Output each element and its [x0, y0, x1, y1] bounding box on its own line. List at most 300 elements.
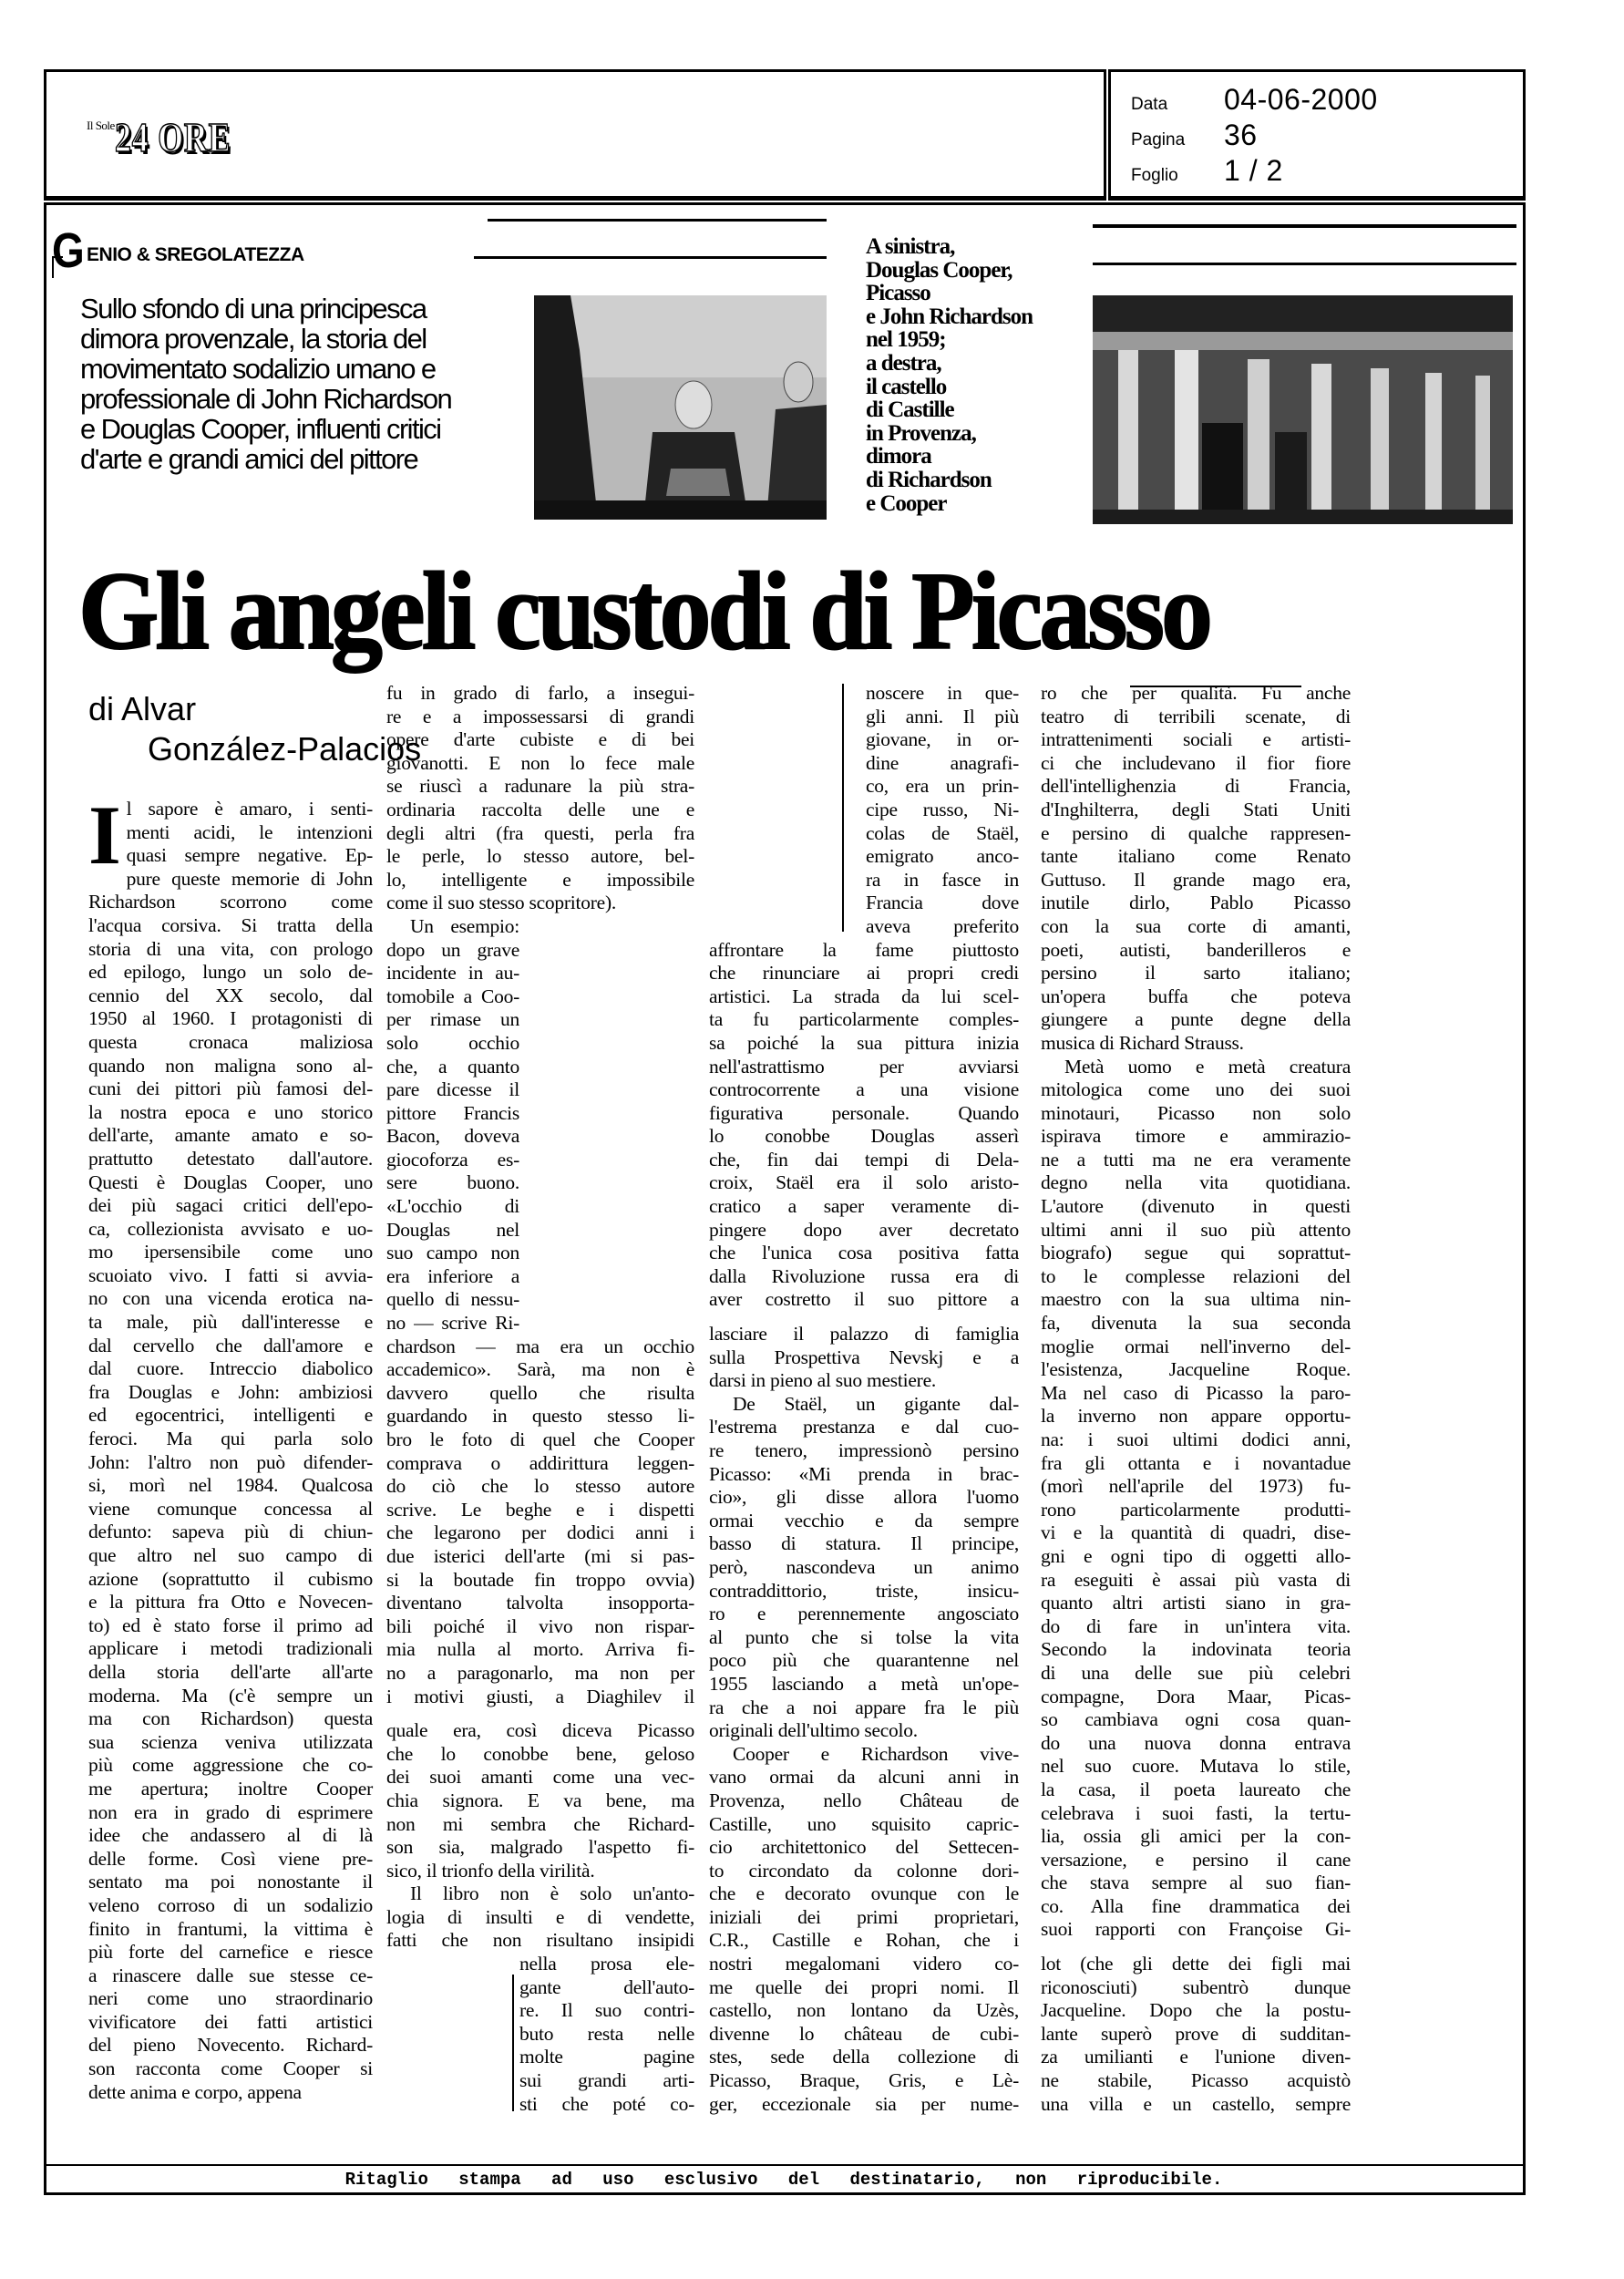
text-line: si la boutade fin troppo ovvia): [386, 1568, 694, 1591]
text-line: que altro nel suo campo di: [88, 1544, 373, 1566]
text-line: Picasso, Braque, Gris, e Lè-: [709, 2069, 1019, 2092]
text-line: controcorrente a una visione: [709, 1078, 1019, 1101]
text-line: no — scrive Ri-: [386, 1312, 519, 1335]
text-line: dimora provenzale, la storia del: [80, 323, 427, 355]
text-line: suoi rapporti con Françoise Gi-: [1041, 1918, 1351, 1941]
text-line: Un esempio:: [410, 914, 519, 937]
paragraph: [386, 1719, 694, 1882]
paragraph: [709, 939, 1019, 1313]
text-line: ra che a noi appare fra le più: [709, 1696, 1019, 1718]
text-line: re tenero, impressionò persino: [709, 1439, 1019, 1461]
text-line: to circondato da colonne dori-: [709, 1859, 1019, 1882]
column-text: [709, 1323, 1019, 2116]
text-line: il castello: [866, 374, 947, 399]
text-line: scrive. Le beghe e i dispetti: [386, 1498, 694, 1521]
photo-chateau-de-castille: [1093, 295, 1513, 524]
text-line: buto resta nelle: [519, 2022, 694, 2045]
headline: Gli angeli custodi di Picasso: [78, 550, 1210, 673]
text-line: quando non maligna sono al-: [88, 1054, 373, 1077]
text-line: celebrava i suoi fasti, la tertu-: [1041, 1801, 1351, 1824]
text-line: professionale di John Richardson: [80, 383, 452, 415]
text-line: re. Il suo contri-: [519, 1999, 694, 2022]
photo-caption: [866, 235, 1084, 515]
paragraph: [1041, 1056, 1351, 1943]
text-line: ta male, più dall'interesse e: [88, 1311, 373, 1334]
text-line: vano ormai da alcuni anni in: [709, 1766, 1019, 1789]
text-line: non era in grado di esprimere: [88, 1800, 373, 1823]
text-line: Guttuso. Il grande mago era,: [1041, 868, 1351, 891]
column-text: [1041, 682, 1351, 1942]
text-line: to) ed è stato forse il primo ad: [88, 1614, 373, 1636]
text-line: menti acidi, le intenzioni: [126, 820, 373, 843]
text-line: De Staël, un gigante dal-: [733, 1392, 1019, 1415]
text-line: do una nuova donna entrava: [1041, 1731, 1351, 1754]
text-line: biografo) segue qui soprattut-: [1041, 1242, 1351, 1264]
column-text: [709, 939, 1019, 1313]
text-line: più come aggressione che co-: [88, 1754, 373, 1777]
text-line: che rinunciare ai propri credi: [709, 962, 1019, 985]
doorway: [1202, 423, 1243, 524]
text-line: che, fin dai tempi di Dela-: [709, 1148, 1019, 1170]
text-line: co. Alla fine drammatica dei: [1041, 1894, 1351, 1917]
text-line: so cambiava ogni cosa quan-: [1041, 1708, 1351, 1731]
paragraph: [866, 235, 1084, 515]
text-line: dal cuore. Intreccio diabolico: [88, 1357, 373, 1380]
text-line: e Cooper: [866, 490, 947, 516]
text-line: di Castille: [866, 397, 954, 423]
text-line: degno nella vita quotidiana.: [1041, 1171, 1351, 1194]
paragraph: [88, 789, 373, 2104]
figure-head: [784, 362, 813, 402]
text-line: me apertura; inoltre Cooper: [88, 1777, 373, 1799]
text-line: Bacon, doveva: [386, 1125, 519, 1148]
text-line: incidente in au-: [386, 962, 519, 985]
paragraph: [866, 682, 1019, 939]
figure-hands: [666, 469, 730, 496]
text-line: cipe russo, Ni-: [866, 798, 1019, 820]
text-line: ro che per qualità. Fu anche: [1041, 682, 1351, 704]
text-line: persino il sarto italiano;: [1041, 962, 1351, 985]
text-line: pure queste memorie di John: [126, 867, 373, 890]
text-line: accademico». Sarà, ma non è: [386, 1358, 694, 1381]
paragraph: [1041, 1953, 1351, 2116]
text-line: ormai vecchio e da sempre: [709, 1509, 1019, 1531]
text-line: croix, Staël era il solo aristo-: [709, 1171, 1019, 1194]
text-line: diventano talvolta insopporta-: [386, 1592, 694, 1614]
text-line: poeti, autisti, banderilleros e: [1041, 938, 1351, 961]
text-line: applicare i metodi tradizionali: [88, 1637, 373, 1660]
text-line: giocoforza es-: [386, 1148, 519, 1170]
text-line: storia di una vita, con prologo: [88, 937, 373, 960]
text-line: versazione, e persino il cane: [1041, 1848, 1351, 1871]
text-line: mia nulla al morto. Arriva fi-: [386, 1638, 694, 1661]
text-line: dal cervello che dall'amore e: [88, 1334, 373, 1356]
text-line: dell'arte, amante amato e so-: [88, 1124, 373, 1147]
text-line: al punto che si tolse la vita: [709, 1625, 1019, 1648]
text-line: defunto: sapeva più di chiun-: [88, 1521, 373, 1543]
article-column-4: [1041, 682, 1351, 2116]
text-line: noscere in que-: [866, 682, 1019, 704]
text-line: fa, divenuta la sua seconda: [1041, 1312, 1351, 1335]
text-line: si, morì nel 1984. Qualcosa: [88, 1474, 373, 1497]
text-line: sui grandi arti-: [519, 2069, 694, 2092]
text-line: chardson — ma era un occhio: [386, 1335, 694, 1357]
column: [1475, 376, 1490, 524]
drop-cap: I: [88, 789, 121, 882]
text-line: movimentato sodalizio umano e: [80, 353, 436, 385]
text-line: se riuscì a radunare la più stra-: [386, 775, 694, 798]
text-line: C.R., Castille e Rohan, che i: [709, 1929, 1019, 1952]
text-line: chia signora. E va bene, ma: [386, 1789, 694, 1811]
text-line: veleno corroso di un sodalizio: [88, 1893, 373, 1916]
text-line: che stava sempre al suo fian-: [1041, 1872, 1351, 1894]
text-line: neri come uno straordinario: [88, 1987, 373, 2010]
text-line: e Douglas Cooper, influenti critici: [80, 413, 441, 445]
byline-author: González-Palacios: [148, 730, 422, 768]
text-line: darsi in pieno al suo mestiere.: [709, 1369, 936, 1392]
text-line: lia, ossia gli amici per la con-: [1041, 1825, 1351, 1848]
text-line: iniziali dei primi proprietari,: [709, 1905, 1019, 1928]
text-line: Picasso: [866, 281, 930, 306]
text-line: colas de Staël,: [866, 821, 1019, 844]
text-line: gni e ogni tipo di oggetti allo-: [1041, 1544, 1351, 1567]
text-line: lo, intelligente e impossibile: [386, 868, 694, 891]
text-line: quanto altri artisti siano in gra-: [1041, 1592, 1351, 1614]
text-line: riconosciuti) subentrò dunque: [1041, 1975, 1351, 1998]
text-line: le perle, lo stesso autore, bel-: [386, 845, 694, 868]
text-line: però, nascondeva un animo: [709, 1555, 1019, 1578]
text-line: e persino di qualche rappresen-: [1041, 821, 1351, 844]
building-cornice: [1093, 295, 1513, 332]
text-line: d'Inghilterra, degli Stati Uniti: [1041, 798, 1351, 820]
text-line: nell'astrattismo per avviarsi: [709, 1055, 1019, 1078]
text-line: co, era un prin-: [866, 775, 1019, 798]
text-line: dei suoi amanti come una vec-: [386, 1766, 694, 1789]
column-text-narrow: [866, 682, 1019, 939]
text-line: lante superò prove di sudditan-: [1041, 2022, 1351, 2045]
text-line: to le complesse relazioni del: [1041, 1264, 1351, 1287]
text-line: fu in grado di farlo, a insegui-: [386, 682, 694, 704]
text-line: del pieno Novecento. Richard-: [88, 2034, 373, 2057]
rule: [1093, 224, 1516, 228]
text-line: no con una vicenda erotica na-: [88, 1287, 373, 1310]
text-line: vivificatore dei fatti artistici: [88, 2010, 373, 2033]
text-line: nostri megalomani videro co-: [709, 1953, 1019, 1975]
text-line: l'esistenza, Jacqueline Roque.: [1041, 1358, 1351, 1381]
text-line: maestro con la sua ultima nin-: [1041, 1288, 1351, 1311]
article-column-3: [709, 682, 1019, 2116]
text-line: minotauri, Picasso non solo: [1041, 1101, 1351, 1124]
column: [1248, 359, 1269, 524]
meta-label: Data: [1131, 95, 1168, 114]
text-line: tante italiano come Renato: [1041, 845, 1351, 868]
clipping-meta-box: [1108, 69, 1526, 201]
text-line: nel suo cuore. Mutava lo stile,: [1041, 1755, 1351, 1778]
logo-small-text: Il Sole: [87, 119, 115, 132]
text-line: dette anima e corpo, appena: [88, 2080, 302, 2103]
column-text: [386, 682, 694, 915]
text-line: bili poiché il vivo non rispar-: [386, 1614, 694, 1637]
photo-ground: [534, 500, 827, 520]
text-line: no a paragonarlo, ma non per: [386, 1661, 694, 1684]
text-line: opere d'arte cubiste e di bei: [386, 728, 694, 751]
meta-label: Pagina: [1131, 130, 1186, 150]
text-line: dei più sagaci critici dell'epo-: [88, 1194, 373, 1217]
text-line: (morì nell'aprile del 1973) fu-: [1041, 1475, 1351, 1498]
text-line: che lo conobbe bene, geloso: [386, 1742, 694, 1765]
section-rubric: [52, 223, 304, 278]
text-line: pittore Francis: [386, 1101, 519, 1124]
text-line: ma con Richardson) questa: [88, 1707, 373, 1730]
text-line: dalla Rivoluzione russa era di: [709, 1264, 1019, 1287]
paragraph: [386, 915, 519, 1335]
text-line: di una delle sue più celebri: [1041, 1661, 1351, 1684]
text-line: che, a quanto: [386, 1055, 519, 1078]
clipping-disclaimer: Ritaglio stampa ad uso esclusivo del destinatario, non riproducibile.: [344, 2170, 1223, 2190]
text-line: suo campo non: [386, 1242, 519, 1264]
text-line: compagne, Dora Maar, Picas-: [1041, 1685, 1351, 1707]
meta-value: 36: [1224, 119, 1258, 151]
meta-page: [1131, 119, 1258, 152]
text-line: guardando in questo stesso li-: [386, 1405, 694, 1428]
text-line: idee che andassero al di là: [88, 1824, 373, 1847]
text-line: cio», gli disse allora l'uomo: [709, 1486, 1019, 1509]
text-line: cratico a saper veramente di-: [709, 1195, 1019, 1218]
text-line: d'arte e grandi amici del pittore: [80, 443, 418, 475]
text-line: Jacqueline. Dopo che la postu-: [1041, 1999, 1351, 2022]
meta-value: 1 / 2: [1224, 154, 1283, 187]
paragraph: [386, 1335, 694, 1709]
photo-ground: [1093, 510, 1513, 524]
paragraph: [519, 1953, 694, 2116]
text-line: basso di statura. Il principe,: [709, 1532, 1019, 1555]
text-line: l sapore è amaro, i senti-: [126, 798, 373, 820]
text-line: mo ipersensibile come uno: [88, 1241, 373, 1263]
text-line: di Richardson: [866, 467, 992, 492]
article-column-1: [88, 789, 373, 2104]
text-line: che e decorato ovunque con le: [709, 1882, 1019, 1905]
text-line: come il suo stesso scopritore).: [386, 892, 616, 914]
text-line: na: i suoi ultimi dodici anni,: [1041, 1428, 1351, 1450]
text-line: 1955 lasciando a metà un'ope-: [709, 1672, 1019, 1695]
text-line: in Provenza,: [866, 420, 976, 446]
byline: [88, 689, 421, 769]
text-line: finito in frantumi, la vittima è: [88, 1917, 373, 1940]
text-line: e la pittura fra Otto e Novecen-: [88, 1591, 373, 1614]
text-line: Richardson scorrono come: [88, 891, 373, 913]
paragraph: [386, 682, 694, 915]
text-line: re e a impossessarsi di grandi: [386, 705, 694, 727]
text-line: dimora: [866, 444, 931, 469]
text-line: la nostra epoca e uno storico: [88, 1100, 373, 1123]
column-text: [1041, 1953, 1351, 2116]
rule: [1093, 263, 1516, 265]
text-line: dell'intellighenzia di Francia,: [1041, 775, 1351, 798]
text-line: sti che poté co-: [519, 2092, 694, 2115]
text-line: Castille, uno squisito capric-: [709, 1812, 1019, 1835]
meta-date: [1131, 83, 1378, 117]
text-line: castello, non lontano da Uzès,: [709, 1999, 1019, 2022]
paragraph: [709, 1743, 1019, 2117]
text-line: gli anni. Il più: [866, 705, 1019, 727]
text-line: l'estrema prestanza e dal cuo-: [709, 1416, 1019, 1439]
text-line: sico, il trionfo della virilità.: [386, 1859, 595, 1882]
text-line: bro le foto di quel che Cooper: [386, 1428, 694, 1450]
text-line: teatro di terribili scenate, di: [1041, 705, 1351, 727]
text-line: rono particolarmente produtti-: [1041, 1498, 1351, 1521]
text-line: scuoiato vivo. I fatti si avvia-: [88, 1263, 373, 1286]
text-line: con la sua corte di amanti,: [1041, 914, 1351, 937]
text-line: musica di Richard Strauss.: [1041, 1031, 1244, 1054]
text-line: ispirava timore e ammirazio-: [1041, 1125, 1351, 1148]
text-line: a destra,: [866, 350, 941, 376]
text-line: della storia dell'arte all'arte: [88, 1660, 373, 1683]
text-line: degli altri (fra questi, perla fra: [386, 821, 694, 844]
text-line: artistici. La strada da lui scel-: [709, 985, 1019, 1007]
text-line: tomobile a Coo-: [386, 985, 519, 1007]
text-line: cennio del XX secolo, dal: [88, 984, 373, 1006]
photo-cooper-picasso-richardson: [534, 295, 827, 520]
paragraph: [80, 294, 527, 474]
column-text-narrow-block: [519, 1953, 694, 2116]
text-line: quello di nessu-: [386, 1288, 519, 1311]
text-line: dine anagrafi-: [866, 751, 1019, 774]
text-line: che l'unica cosa positiva fatta: [709, 1242, 1019, 1264]
text-line: me quelle dei propri nomi. Il: [709, 1975, 1019, 1998]
text-line: figurativa personale. Quando: [709, 1101, 1019, 1124]
text-line: sere buono.: [386, 1171, 519, 1194]
text-line: logia di insulti e di vendette,: [386, 1905, 694, 1928]
column: [1425, 373, 1442, 524]
text-line: ger, eccezionale sia per nume-: [709, 2092, 1019, 2115]
figure-head: [675, 381, 712, 428]
column-rule: [512, 1975, 514, 2111]
text-line: ta fu particolarmente comples-: [709, 1008, 1019, 1031]
text-line: feroci. Ma qui parla solo: [88, 1428, 373, 1450]
text-line: fra Douglas e John: ambiziosi: [88, 1380, 373, 1403]
text-line: son racconta come Cooper si: [88, 2057, 373, 2080]
text-line: Ma nel caso di Picasso la paro-: [1041, 1381, 1351, 1404]
text-line: quale era, così diceva Picasso: [386, 1719, 694, 1742]
rubric-initial: G: [52, 223, 85, 278]
text-line: mitologica come uno dei suoi: [1041, 1078, 1351, 1101]
text-line: nel 1959;: [866, 327, 946, 353]
article-deck: [80, 294, 527, 474]
text-line: Questi è Douglas Cooper, uno: [88, 1170, 373, 1193]
text-line: 1950 al 1960. I protagonisti di: [88, 1007, 373, 1030]
column-text: [519, 1953, 694, 2116]
text-line: cio architettonico del Settecen-: [709, 1836, 1019, 1859]
text-line: pare dicesse il: [386, 1078, 519, 1101]
text-line: pingere dopo aver decretato: [709, 1218, 1019, 1241]
text-line: non mi sembra che Richard-: [386, 1812, 694, 1835]
paragraph: [709, 1393, 1019, 1743]
text-line: ed egocentrici, intelligenti e: [88, 1404, 373, 1427]
text-line: Secondo la indovinata teoria: [1041, 1638, 1351, 1661]
text-line: una villa e un castello, sempre: [1041, 2092, 1351, 2115]
text-line: aver costretto il suo pittore a: [709, 1288, 1019, 1311]
text-line: affrontare la fame piuttosto: [709, 938, 1019, 961]
text-line: fatti che non risultano insipidi: [386, 1929, 694, 1952]
text-line: ra eseguiti è assai più vasta di: [1041, 1568, 1351, 1591]
text-line: un'opera buffa che poteva: [1041, 985, 1351, 1007]
text-line: comprava o addirittura leggen-: [386, 1451, 694, 1474]
text-line: sua scienza veniva utilizzata: [88, 1730, 373, 1753]
text-line: la casa, il poeta laureato che: [1041, 1778, 1351, 1800]
text-line: ro e perennemente angosciato: [709, 1603, 1019, 1625]
logo-big-text: 24 ORE: [114, 114, 231, 160]
paragraph: [709, 1323, 1019, 1393]
text-line: cuni dei pittori più famosi del-: [88, 1078, 373, 1100]
text-line: ed epilogo, lungo un solo de-: [88, 961, 373, 984]
text-line: do di fare in un'intera vita.: [1041, 1614, 1351, 1637]
column: [1175, 350, 1198, 524]
text-line: lo conobbe Douglas asserì: [709, 1125, 1019, 1148]
text-line: L'autore (divenuto in questi: [1041, 1195, 1351, 1218]
text-line: son sia, malgrado l'aspetto fi-: [386, 1836, 694, 1859]
text-line: Sullo sfondo di una principesca: [80, 293, 427, 325]
text-line: poco più che quarantenne nel: [709, 1649, 1019, 1672]
text-line: ca, collezionista avvisato e uo-: [88, 1217, 373, 1240]
text-line: contraddittorio, triste, insicu-: [709, 1579, 1019, 1602]
text-line: Provenza, nello Château de: [709, 1789, 1019, 1811]
text-line: inutile dirlo, Pablo Picasso: [1041, 892, 1351, 914]
meta-label: Foglio: [1131, 166, 1178, 185]
text-line: ne a tutti ma ne era veramente: [1041, 1148, 1351, 1170]
text-line: fra gli ottanta e i novantadue: [1041, 1451, 1351, 1474]
text-line: «L'occhio di: [386, 1195, 519, 1218]
text-line: Douglas Cooper,: [866, 257, 1012, 283]
rule: [488, 219, 827, 222]
text-line: nella prosa ele-: [519, 1953, 694, 1975]
text-line: vi e la quantità di quadri, dise-: [1041, 1521, 1351, 1544]
text-line: giungere a punte degne della: [1041, 1008, 1351, 1031]
text-line: ordinaria raccolta delle une e: [386, 798, 694, 820]
text-line: Picasso: «Mi prenda in brac-: [709, 1462, 1019, 1485]
text-line: moderna. Ma (c'è sempre un: [88, 1684, 373, 1707]
text-line: za umilianti e l'unione diven-: [1041, 2046, 1351, 2068]
article-column-2: [386, 682, 694, 2116]
rule: [474, 256, 827, 259]
text-line: Il libro non è solo un'anto-: [410, 1882, 694, 1905]
text-line: la inverno non appare opportu-: [1041, 1405, 1351, 1428]
text-line: Cooper e Richardson vive-: [733, 1742, 1019, 1765]
text-line: do ciò che lo stesso autore: [386, 1475, 694, 1498]
text-line: l'acqua corsiva. Si tratta della: [88, 913, 373, 936]
text-line: sulla Prospettiva Nevskj e a: [709, 1346, 1019, 1368]
column-text-narrow: [386, 915, 519, 1335]
column-text: [88, 789, 373, 2104]
text-line: moglie ormai nell'inverno del-: [1041, 1335, 1351, 1357]
column-text: [386, 1335, 694, 1709]
column: [1118, 350, 1138, 524]
text-line: prattutto detestato dall'autore.: [88, 1147, 373, 1170]
text-line: ra in fasce in: [866, 868, 1019, 891]
text-line: divenne lo château de cubi-: [709, 2022, 1019, 2045]
text-line: Metà uomo e metà creatura: [1064, 1055, 1351, 1078]
paragraph: [1041, 682, 1351, 1056]
text-line: emigrato anco-: [866, 845, 1019, 868]
text-line: originali dell'ultimo secolo.: [709, 1719, 918, 1742]
text-line: per rimase un: [386, 1008, 519, 1031]
text-line: sa poiché la sua pittura inizia: [709, 1031, 1019, 1054]
text-line: Douglas nel: [386, 1218, 519, 1241]
text-line: lot (che gli dette dei figli mai: [1041, 1953, 1351, 1975]
text-line: molte pagine: [519, 2046, 694, 2068]
newspaper-logo: [87, 114, 263, 160]
text-line: intrattenimenti sociali e artisti-: [1041, 728, 1351, 751]
paragraph: [386, 1882, 694, 1953]
